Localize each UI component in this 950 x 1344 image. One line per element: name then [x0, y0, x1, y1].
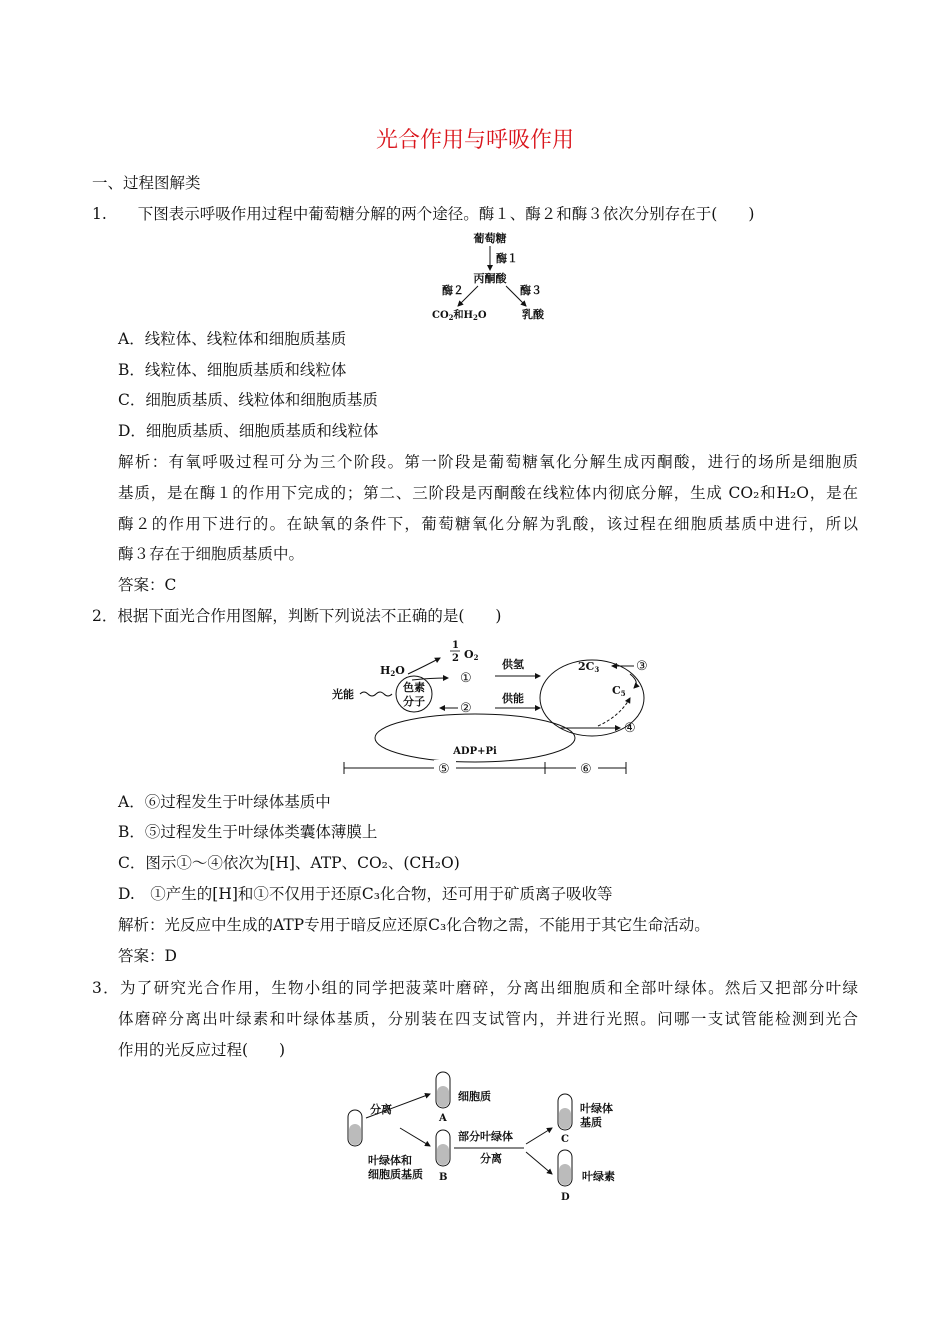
q2-stem: 2．根据下面光合作用图解，判断下列说法不正确的是( ) [92, 607, 502, 625]
q2-circle-3: ③ [636, 659, 648, 674]
q1-lactic-label: 乳酸 [522, 308, 544, 321]
q2-circle-4: ④ [624, 721, 636, 736]
q2-option-b: B．⑤过程发生于叶绿体类囊体薄膜上 [118, 823, 378, 841]
section-heading: 一、过程图解类 [92, 174, 201, 192]
q3-label-b: B [439, 1172, 448, 1183]
q2-circle-6: ⑥ [580, 762, 592, 777]
q1-analysis-line-1: 解析：有氧呼吸过程可分为三个阶段。第一阶段是葡萄糖氧化分解生成丙酮酸，进行的场所是细胞质 [118, 453, 858, 471]
q1-analysis-line-2: 基质，是在酶１的作用下完成的；第二、三阶段是丙酮酸在线粒体内彻底分解，生成 CO₂和H₂O，是在 [118, 484, 858, 502]
q1-enz2-label: 酶２ [442, 284, 464, 297]
svg-text:1: 1 [452, 640, 459, 651]
q3-stem-line-2: 体磨碎分离出叶绿素和叶绿体基质，分别装在四支试管内，并进行光照。问哪一支试管能检测到光合 [118, 1010, 858, 1028]
q2-c3-label: 2C3 [578, 660, 600, 674]
q1-analysis-line-3: 酶２的作用下进行的。在缺氧的条件下，葡萄糖氧化分解为乳酸，该过程在细胞质基质中进行，所以 [118, 515, 858, 533]
q2-circle-2: ② [460, 701, 472, 716]
q3-chlorophyll-label: 叶绿素 [582, 1170, 615, 1183]
q1-stem: 1. 下图表示呼吸作用过程中葡萄糖分解的两个途径。酶１、酶２和酶３依次分别存在于( ) [92, 205, 755, 223]
q3-figure [340, 1066, 640, 1206]
q1-option-c: C．细胞质基质、线粒体和细胞质基质 [118, 391, 378, 409]
q1-co2-h2o-label: $CO_2$和$H_2O$ [432, 310, 487, 322]
q3-chl-mix-label-1: 叶绿体和 [368, 1154, 412, 1167]
q2-pigment-label-1: 色素 [403, 681, 425, 694]
page-title: 光合作用与呼吸作用 [375, 128, 574, 153]
q2-analysis: 解析：光反应中生成的ATP专用于暗反应还原C₃化合物之需，不能用于其它生命活动。 [118, 916, 710, 934]
q3-cytoplasm-label: 细胞质 [458, 1090, 491, 1103]
q1-enz3-label: 酶３ [520, 284, 542, 297]
q2-pigment-label-2: 分子 [403, 695, 425, 708]
q2-c5-label: C5 [612, 684, 626, 698]
q2-light-label: 光能 [332, 688, 354, 701]
q1-figure [420, 228, 560, 323]
q1-glucose-label: 葡萄糖 [473, 232, 507, 245]
q3-stroma-label-2: 基质 [580, 1116, 602, 1129]
q3-label-a: A [439, 1113, 447, 1124]
q3-separate2-label: 分离 [480, 1152, 502, 1165]
q3-stroma-label-1: 叶绿体 [580, 1102, 613, 1115]
q2-adp-label: ADP+Pi [453, 746, 497, 757]
q2-supply-e-label: 供能 [502, 692, 524, 705]
q3-tube-b [436, 1130, 450, 1166]
q3-stem-line-1: 3．为了研究光合作用，生物小组的同学把菠菜叶磨碎，分离出细胞质和全部叶绿体。然后又把部分叶绿 [92, 979, 858, 997]
q2-option-d: D. ①产生的[H]和①不仅用于还原C₃化合物，还可用于矿质离子吸收等 [118, 885, 613, 903]
q1-option-d: D．细胞质基质、细胞质基质和线粒体 [118, 422, 379, 440]
q2-figure [330, 636, 670, 786]
q2-h2o-label: H2O [380, 664, 405, 678]
q1-answer: 答案：C [118, 576, 177, 594]
q3-separate-label: 分离 [370, 1103, 392, 1116]
q1-option-b: B．线粒体、细胞质基质和线粒体 [118, 361, 347, 379]
q2-supply-h-label: 供氢 [502, 658, 524, 671]
q3-source-tube [348, 1110, 362, 1146]
q1-enz1-label: 酶１ [496, 252, 518, 265]
q3-tube-c [558, 1094, 572, 1130]
q2-option-a: A．⑥过程发生于叶绿体基质中 [118, 793, 331, 811]
q2-answer: 答案：D [118, 947, 177, 965]
q1-option-a: A．线粒体、线粒体和细胞质基质 [118, 330, 347, 348]
q3-stem-line-3: 作用的光反应过程( ) [118, 1041, 286, 1059]
q2-circle-1: ① [460, 671, 472, 686]
q2-o2-label: O2 [464, 648, 479, 662]
svg-text:2: 2 [452, 653, 459, 664]
q3-label-c: C [561, 1134, 569, 1145]
q3-part-chl-label: 部分叶绿体 [458, 1130, 513, 1143]
q3-tube-a [436, 1072, 450, 1108]
q3-tube-d [558, 1150, 572, 1186]
q1-pyruvate-label: 丙酮酸 [473, 272, 507, 285]
q1-analysis-line-4: 酶３存在于细胞质基质中。 [118, 545, 305, 563]
q3-chl-mix-label-2: 细胞质基质 [368, 1168, 423, 1181]
q2-option-c: C．图示①～④依次为[H]、ATP、CO₂、(CH₂O) [118, 854, 460, 872]
q2-circle-5: ⑤ [438, 762, 450, 777]
q3-label-d: D [561, 1192, 570, 1203]
